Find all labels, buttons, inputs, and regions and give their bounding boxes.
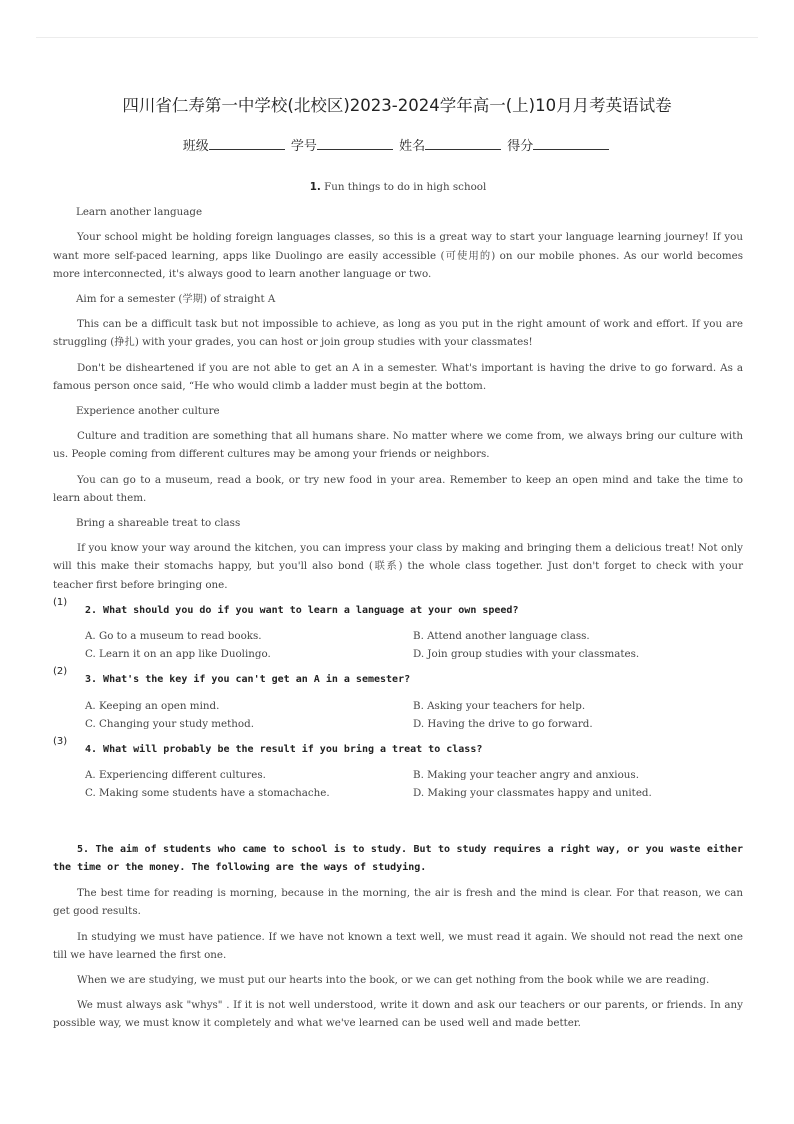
- sub-question-text: 3. What's the key if you can't get an A in a semester?: [85, 674, 411, 686]
- option-b[interactable]: B. Making your teacher angry and anxious.: [413, 769, 639, 782]
- passage-paragraph: In studying we must have patience. If we have not known a text well, we must read it again. We should not read the next one till we have learned the first one.: [53, 930, 743, 961]
- option-d[interactable]: D. Join group studies with your classmates.: [413, 648, 640, 661]
- option-b[interactable]: B. Asking your teachers for help.: [413, 699, 586, 712]
- passage-paragraph: We must always ask "whys" . If it is not well understood, write it down and ask our teachers or our parents, or friends. In any possible way, we must know it completely and what we've learned can be used well and made better.: [53, 999, 743, 1030]
- section-heading: Bring a shareable treat to class: [76, 517, 241, 530]
- sub-question-2: [53, 666, 743, 689]
- sub-question-index: (1): [53, 596, 68, 608]
- question-1-number: 1.: [309, 181, 321, 193]
- option-c[interactable]: C. Making some students have a stomachache.: [85, 787, 330, 800]
- passage-paragraph: You can go to a museum, read a book, or try new food in your area. Remember to keep an open mind and take the time to learn about them.: [53, 473, 743, 504]
- passage-paragraph: Don't be disheartened if you are not able to get an A in a semester. What's important is having the drive to go forward. As a famous person once said, “He who would climb a ladder must begin at the bottom.: [53, 361, 743, 392]
- option-a[interactable]: A. Keeping an open mind.: [85, 699, 220, 712]
- sub-question-index: (3): [53, 736, 68, 748]
- option-a[interactable]: A. Experiencing different cultures.: [85, 769, 266, 782]
- exam-title: 四川省仁寿第一中学校(北校区)2023-2024学年高一(上)10月月考英语试卷: [122, 96, 672, 115]
- score-blank[interactable]: [533, 137, 609, 150]
- passage-paragraph: Your school might be holding foreign languages classes, so this is a great way to start your language learning journey! If you want more self-paced learning, apps like Duolingo are easily accessible (可使用的) on our mobile phones. As our world becomes more interconnected, it's always good to learn another language or two.: [53, 231, 743, 280]
- score-label: 得分: [507, 139, 534, 154]
- answer-options: [85, 627, 743, 663]
- passage-paragraph: When we are studying, we must put our hearts into the book, or we can get nothing from the book while we are reading.: [77, 973, 710, 986]
- sub-question-1: [53, 596, 743, 620]
- answer-options: [85, 766, 743, 802]
- passage-paragraph: The best time for reading is morning, because in the morning, the air is fresh and the mind is clear. For that reason, we can get good results.: [53, 887, 743, 918]
- exam-content: [53, 178, 743, 1040]
- option-c[interactable]: C. Learn it on an app like Duolingo.: [85, 648, 271, 661]
- question-1-heading: Fun things to do in high school: [324, 181, 487, 193]
- sub-question-text: 2. What should you do if you want to learn a language at your own speed?: [85, 604, 519, 616]
- section-heading: Experience another culture: [76, 405, 220, 418]
- student-info-line: [0, 135, 794, 154]
- option-d[interactable]: D. Making your classmates happy and united.: [413, 787, 652, 800]
- sub-question-3: [53, 736, 743, 759]
- question-5-intro: 5. The aim of students who came to school is to study. But to study requires a right way, or you waste either the time or the money. The following are the ways of studying.: [53, 843, 743, 873]
- section-heading: Learn another language: [76, 206, 203, 219]
- class-blank[interactable]: [209, 137, 285, 150]
- option-d[interactable]: D. Having the drive to go forward.: [413, 717, 593, 730]
- option-a[interactable]: A. Go to a museum to read books.: [85, 630, 262, 643]
- section-heading: Aim for a semester (学期) of straight A: [76, 293, 276, 306]
- sub-question-index: (2): [53, 666, 68, 678]
- option-c[interactable]: C. Changing your study method.: [85, 717, 254, 730]
- name-blank[interactable]: [425, 137, 501, 150]
- class-label: 班级: [182, 139, 209, 154]
- top-divider: [36, 37, 758, 38]
- name-label: 姓名: [399, 139, 426, 154]
- passage-paragraph: If you know your way around the kitchen, you can impress your class by making and bringing them a delicious treat! Not only will this make their stomachs happy, but you'll also bond (联系) the whole class together. Just don't forget to check with your teacher first before bringing one.: [53, 542, 743, 591]
- question-1-title: [53, 178, 743, 196]
- student-number-label: 学号: [290, 139, 317, 154]
- student-number-blank[interactable]: [317, 137, 393, 150]
- option-b[interactable]: B. Attend another language class.: [413, 630, 590, 643]
- answer-options: [85, 697, 743, 733]
- passage-paragraph: Culture and tradition are something that all humans share. No matter where we come from, we always bring our culture with us. People coming from different cultures may be among your friends or neighbors.: [53, 430, 743, 461]
- passage-paragraph: This can be a difficult task but not impossible to achieve, as long as you put in the right amount of work and effort. If you are struggling (挣扎) with your grades, you can host or join group studies with your classmates!: [53, 318, 743, 349]
- sub-question-text: 4. What will probably be the result if you bring a treat to class?: [85, 744, 483, 756]
